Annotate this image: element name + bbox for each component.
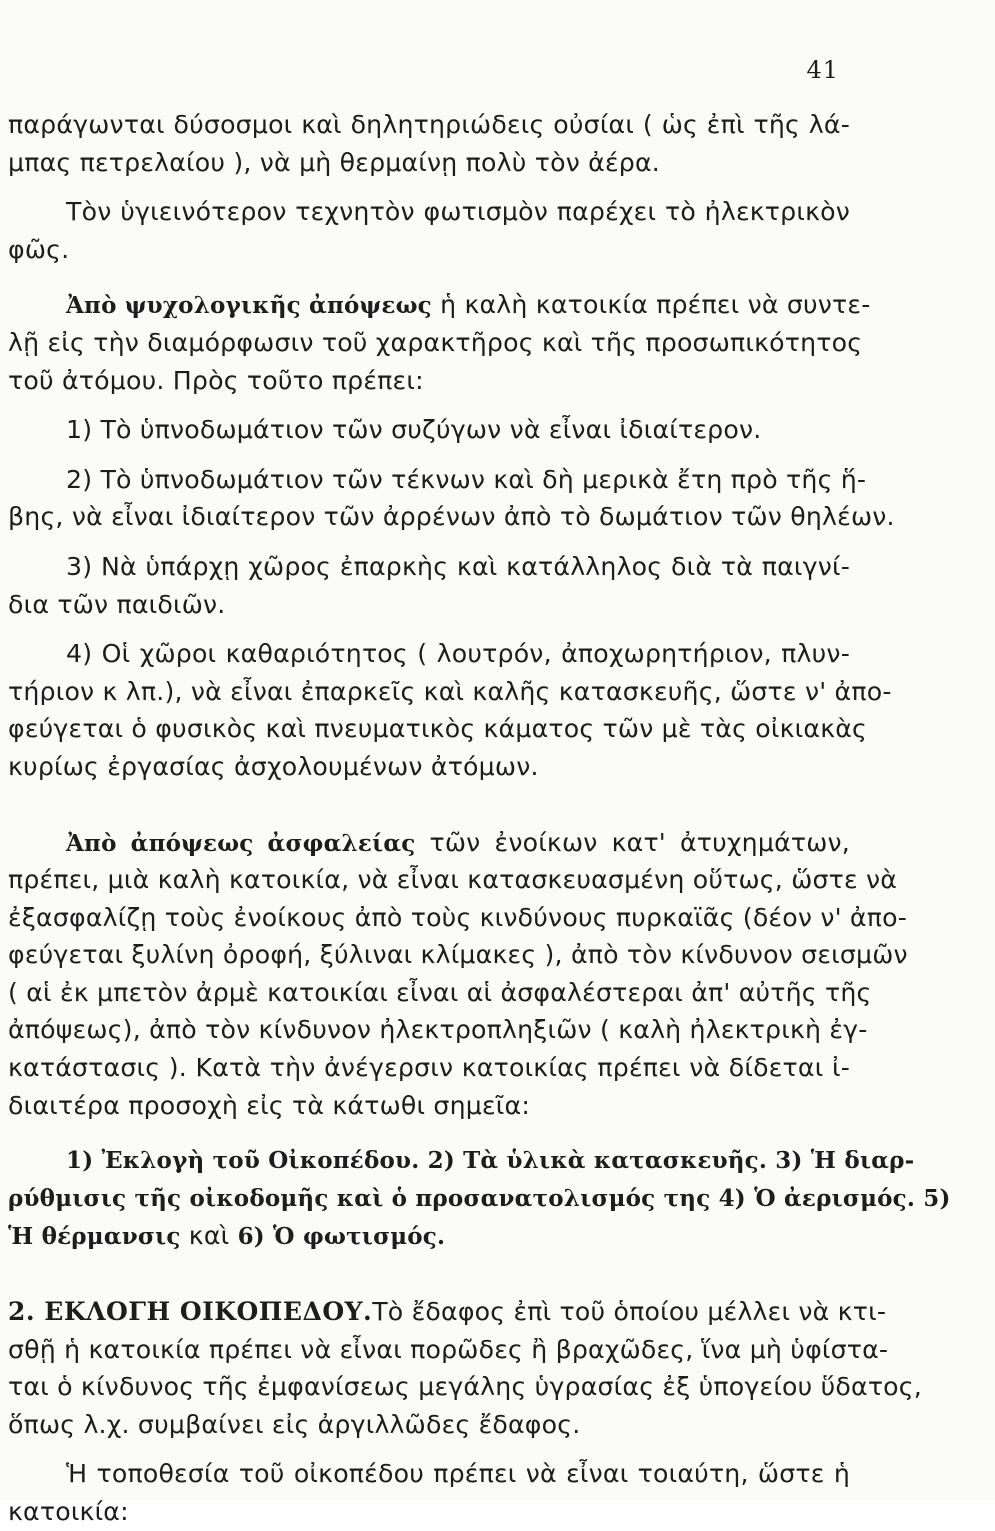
text-line: Ἡ τοποθεσία τοῦ οἰκοπέδου πρέπει νὰ εἶναι τοιαύτη, ὥστε ἡ <box>66 1459 850 1489</box>
list-item: 4) Οἱ χῶροι καθαριότητος ( λουτρόν, ἀποχωρητήριον, πλυν- <box>66 639 850 669</box>
text-run: Τὸ ἔδαφος ἐπὶ τοῦ ὁποίου μέλλει νὰ κτι- <box>372 1297 887 1327</box>
key-points-line <box>8 1217 850 1255</box>
text-line: φῶς. <box>8 234 70 264</box>
text-line: τοῦ ἀτόμου. Πρὸς τοῦτο πρέπει: <box>8 365 424 395</box>
section-heading: 2. ΕΚΛΟΓΗ ΟΙΚΟΠΕΔΟΥ. <box>8 1297 373 1327</box>
text-line: φεύγεται ξυλίνη ὀροφή, ξύλιναι κλίμακες ), ἀπὸ τὸν κίνδυνον σεισμῶν <box>8 940 908 970</box>
list-item: 3) Νὰ ὑπάρχῃ χῶρος ἐπαρκὴς καὶ κατάλληλος διὰ τὰ παιγνί- <box>66 551 850 581</box>
text-line: παράγωνται δύσοσμοι καὶ δηλητηριώδεις οὐσίαι ( ὡς ἐπὶ τῆς λά- <box>8 110 850 139</box>
text-line: κατοικία: <box>8 1497 129 1526</box>
safety-heading: Ἀπὸ ἀπόψεως ἀσφαλείας <box>66 829 416 857</box>
page-number: 41 <box>806 56 839 84</box>
text-line: ται ὁ κίνδυνος τῆς ἐμφανίσεως μεγάλης ὑγρασίας ἐξ ὑπογείου ὕδατος, <box>8 1372 922 1402</box>
text-line: ὅπως λ.χ. συμβαίνει εἰς ἀργιλλῶδες ἔδαφος. <box>8 1409 581 1439</box>
text-line: τήριον κ λπ.), νὰ εἶναι ἐπαρκεῖς καὶ καλῆς κατασκευῆς, ὥστε ν' ἀπο- <box>8 676 892 706</box>
text-line: βης, νὰ εἶναι ἰδιαίτερον τῶν ἀρρένων ἀπὸ τὸ δωμάτιον τῶν θηλέων. <box>8 502 895 532</box>
text-line: λῇ εἰς τὴν διαμόρφωσιν τοῦ χαρακτῆρος καὶ τῆς προσωπικότητος <box>8 327 863 357</box>
text-line: κυρίως ἐργασίας ἀσχολουμένων ἀτόμων. <box>8 751 539 781</box>
list-item: 2) Τὸ ὑπνοδωμάτιον τῶν τέκνων καὶ δὴ μερικὰ ἔτη πρὸ τῆς ἥ- <box>66 464 867 494</box>
text-line: πρέπει, μιὰ καλὴ κατοικία, νὰ εἶναι κατασκευασμένη οὕτως, ὥστε νὰ <box>8 865 898 895</box>
text-line: μπας πετρελαίου ), νὰ μὴ θερμαίνῃ πολὺ τὸν ἀέρα. <box>8 147 660 177</box>
text-line: φεύγεται ὁ φυσικὸς καὶ πνευματικὸς κάματος τῶν μὲ τὰς οἰκιακὰς <box>8 714 868 744</box>
page-body <box>8 106 951 1531</box>
safety-paragraph-start <box>8 824 850 862</box>
text-run: ἡ καλὴ κατοικία πρέπει νὰ συντε- <box>431 290 871 320</box>
text-line: ἀπόψεως), ἀπὸ τὸν κίνδυνον ἠλεκτροπληξιῶν ( καλὴ ἠλεκτρικὴ ἐγ- <box>8 1015 868 1045</box>
psychology-heading: Ἀπὸ ψυχολογικῆς ἀπόψεως <box>66 292 432 320</box>
text-line: κατάστασις ). Κατὰ τὴν ἀνέγερσιν κατοικίας πρέπει νὰ δίδεται ἰ- <box>8 1053 850 1083</box>
list-item: 1) Τὸ ὑπνοδωμάτιον τῶν συζύγων νὰ εἶναι ἰδιαίτερον. <box>66 415 762 445</box>
text-run: καὶ <box>180 1221 238 1251</box>
text-line: διαιτέρα προσοχὴ εἰς τὰ κάτωθι σημεῖα: <box>8 1090 531 1120</box>
text-line: ἐξασφαλίζῃ τοὺς ἐνοίκους ἀπὸ τοὺς κινδύνους πυρκαϊᾶς (δέον ν' ἀπο- <box>8 902 907 932</box>
text-run: 6) Ὁ φωτισμός. <box>237 1223 446 1251</box>
text-line: σθῇ ἡ κατοικία πρέπει νὰ εἶναι πορῶδες ἢ βραχῶδες, ἵνα μὴ ὑφίστα- <box>8 1334 889 1364</box>
text-line: Τὸν ὑγιεινότερον τεχνητὸν φωτισμὸν παρέχει τὸ ἠλεκτρικὸν <box>66 197 850 227</box>
key-points-line: 1) Ἐκλογὴ τοῦ Οἰκοπέδου. 2) Τὰ ὑλικὰ κατασκευῆς. 3) Ἡ διαρ- <box>66 1147 915 1175</box>
key-points-line: ρύθμισις τῆς οἰκοδομῆς καὶ ὁ προσανατολισμός της 4) Ὁ ἀερισμός. 5) <box>8 1184 951 1212</box>
text-line: ( αἱ ἐκ μπετὸν ἀρμὲ κατοικίαι εἶναι αἱ ἀσφαλέστεραι ἀπ' αὐτῆς τῆς <box>8 977 872 1007</box>
text-run: τῶν ἐνοίκων κατ' ἀτυχημάτων, <box>415 827 850 857</box>
psychology-paragraph-start <box>8 286 871 324</box>
text-run: Ἡ θέρμανσις <box>8 1223 181 1251</box>
section-heading-line <box>8 1293 887 1331</box>
text-line: δια τῶν παιδιῶν. <box>8 589 226 619</box>
